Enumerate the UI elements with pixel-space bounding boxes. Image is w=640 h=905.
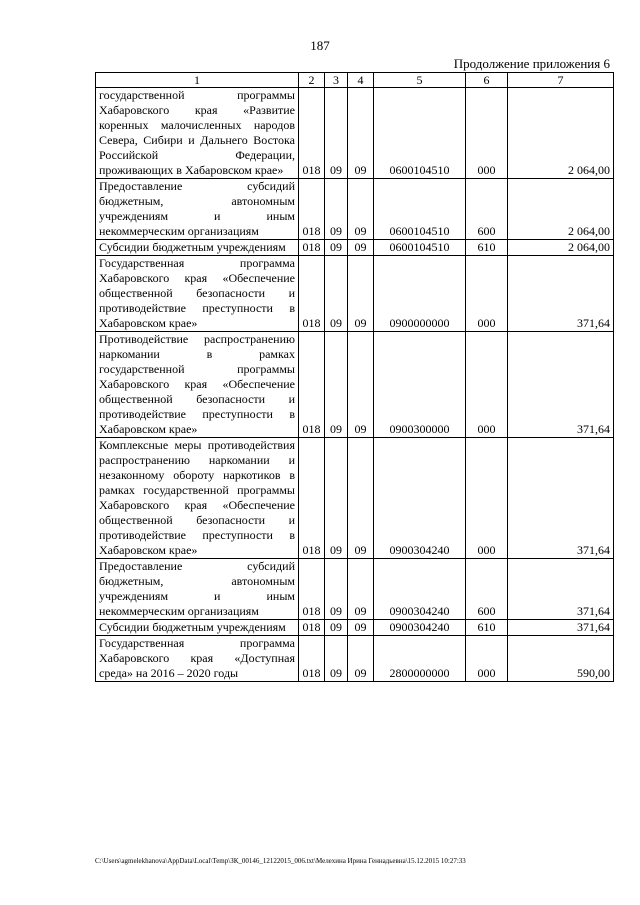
ministry-code: 018 xyxy=(299,240,325,256)
amount: 371,64 xyxy=(508,438,614,559)
column-header: 4 xyxy=(348,73,374,88)
table-row xyxy=(96,240,614,256)
expense-type-code: 600 xyxy=(466,559,508,620)
ministry-code: 018 xyxy=(299,559,325,620)
column-header: 1 xyxy=(96,73,299,88)
table-row xyxy=(96,559,614,620)
section-code: 09 xyxy=(325,88,348,179)
target-article-code: 0900304240 xyxy=(374,620,466,636)
row-name: государственной программы Хабаровского края «Развитие коренных малочисленных народов Севера, Сибири и Дальнего Востока Российской Федерации, проживающих в Хабаровском крае» xyxy=(96,88,299,179)
table-row xyxy=(96,636,614,682)
amount: 371,64 xyxy=(508,620,614,636)
target-article-code: 0900304240 xyxy=(374,438,466,559)
subsection-code: 09 xyxy=(348,332,374,438)
budget-table xyxy=(95,72,614,682)
target-article-code: 0600104510 xyxy=(374,179,466,240)
section-code: 09 xyxy=(325,438,348,559)
table-row xyxy=(96,620,614,636)
ministry-code: 018 xyxy=(299,620,325,636)
row-name: Государственная программа Хабаровского края «Доступная среда» на 2016 – 2020 годы xyxy=(96,636,299,682)
table-row xyxy=(96,438,614,559)
column-header: 5 xyxy=(374,73,466,88)
expense-type-code: 610 xyxy=(466,620,508,636)
subsection-code: 09 xyxy=(348,636,374,682)
row-name: Предоставление субсидий бюджетным, автономным учреждениям и иным некоммерческим организациям xyxy=(96,559,299,620)
section-code: 09 xyxy=(325,240,348,256)
amount: 371,64 xyxy=(508,559,614,620)
subsection-code: 09 xyxy=(348,559,374,620)
target-article-code: 0600104510 xyxy=(374,240,466,256)
target-article-code: 0600104510 xyxy=(374,88,466,179)
subsection-code: 09 xyxy=(348,256,374,332)
column-header: 2 xyxy=(299,73,325,88)
row-name: Противодействие распространению наркомании в рамках государственной программы Хабаровского края «Обеспечение общественной безопасности и противодействие преступности в Хабаровском крае» xyxy=(96,332,299,438)
amount: 590,00 xyxy=(508,636,614,682)
subsection-code: 09 xyxy=(348,240,374,256)
table-row xyxy=(96,256,614,332)
page-number: 187 xyxy=(310,38,330,53)
target-article-code: 2800000000 xyxy=(374,636,466,682)
row-name: Комплексные меры противодействия распространению наркомании и незаконному обороту наркотиков в рамках государственной программы Хабаровского края «Обеспечение общественной безопасности и противодействие преступности в Хабаровском крае» xyxy=(96,438,299,559)
subsection-code: 09 xyxy=(348,620,374,636)
table-row xyxy=(96,179,614,240)
file-path-footer: C:\Users\agmelekhanova\AppData\Local\Temp\ЗК_00146_12122015_006.txt\Мелехина Ирина Геннадьевна\15.12.2015 10:27:33 xyxy=(95,857,466,865)
amount: 371,64 xyxy=(508,256,614,332)
section-code: 09 xyxy=(325,636,348,682)
ministry-code: 018 xyxy=(299,438,325,559)
expense-type-code: 000 xyxy=(466,438,508,559)
ministry-code: 018 xyxy=(299,179,325,240)
amount: 2 064,00 xyxy=(508,179,614,240)
section-code: 09 xyxy=(325,256,348,332)
subsection-code: 09 xyxy=(348,88,374,179)
table-row xyxy=(96,332,614,438)
expense-type-code: 000 xyxy=(466,636,508,682)
column-header: 6 xyxy=(466,73,508,88)
column-number-row xyxy=(96,73,614,88)
ministry-code: 018 xyxy=(299,332,325,438)
row-name: Государственная программа Хабаровского края «Обеспечение общественной безопасности и противодействие преступности в Хабаровском крае» xyxy=(96,256,299,332)
amount: 2 064,00 xyxy=(508,88,614,179)
expense-type-code: 600 xyxy=(466,179,508,240)
continuation-caption: Продолжение приложения 6 xyxy=(453,56,610,71)
column-header: 3 xyxy=(325,73,348,88)
section-code: 09 xyxy=(325,179,348,240)
ministry-code: 018 xyxy=(299,636,325,682)
expense-type-code: 000 xyxy=(466,256,508,332)
ministry-code: 018 xyxy=(299,256,325,332)
row-name: Субсидии бюджетным учреждениям xyxy=(96,240,299,256)
amount: 371,64 xyxy=(508,332,614,438)
subsection-code: 09 xyxy=(348,438,374,559)
target-article-code: 0900304240 xyxy=(374,559,466,620)
expense-type-code: 610 xyxy=(466,240,508,256)
section-code: 09 xyxy=(325,559,348,620)
column-header: 7 xyxy=(508,73,614,88)
row-name: Предоставление субсидий бюджетным, автономным учреждениям и иным некоммерческим организациям xyxy=(96,179,299,240)
ministry-code: 018 xyxy=(299,88,325,179)
target-article-code: 0900300000 xyxy=(374,332,466,438)
section-code: 09 xyxy=(325,332,348,438)
row-name: Субсидии бюджетным учреждениям xyxy=(96,620,299,636)
section-code: 09 xyxy=(325,620,348,636)
amount: 2 064,00 xyxy=(508,240,614,256)
subsection-code: 09 xyxy=(348,179,374,240)
expense-type-code: 000 xyxy=(466,88,508,179)
expense-type-code: 000 xyxy=(466,332,508,438)
target-article-code: 0900000000 xyxy=(374,256,466,332)
table-row xyxy=(96,88,614,179)
